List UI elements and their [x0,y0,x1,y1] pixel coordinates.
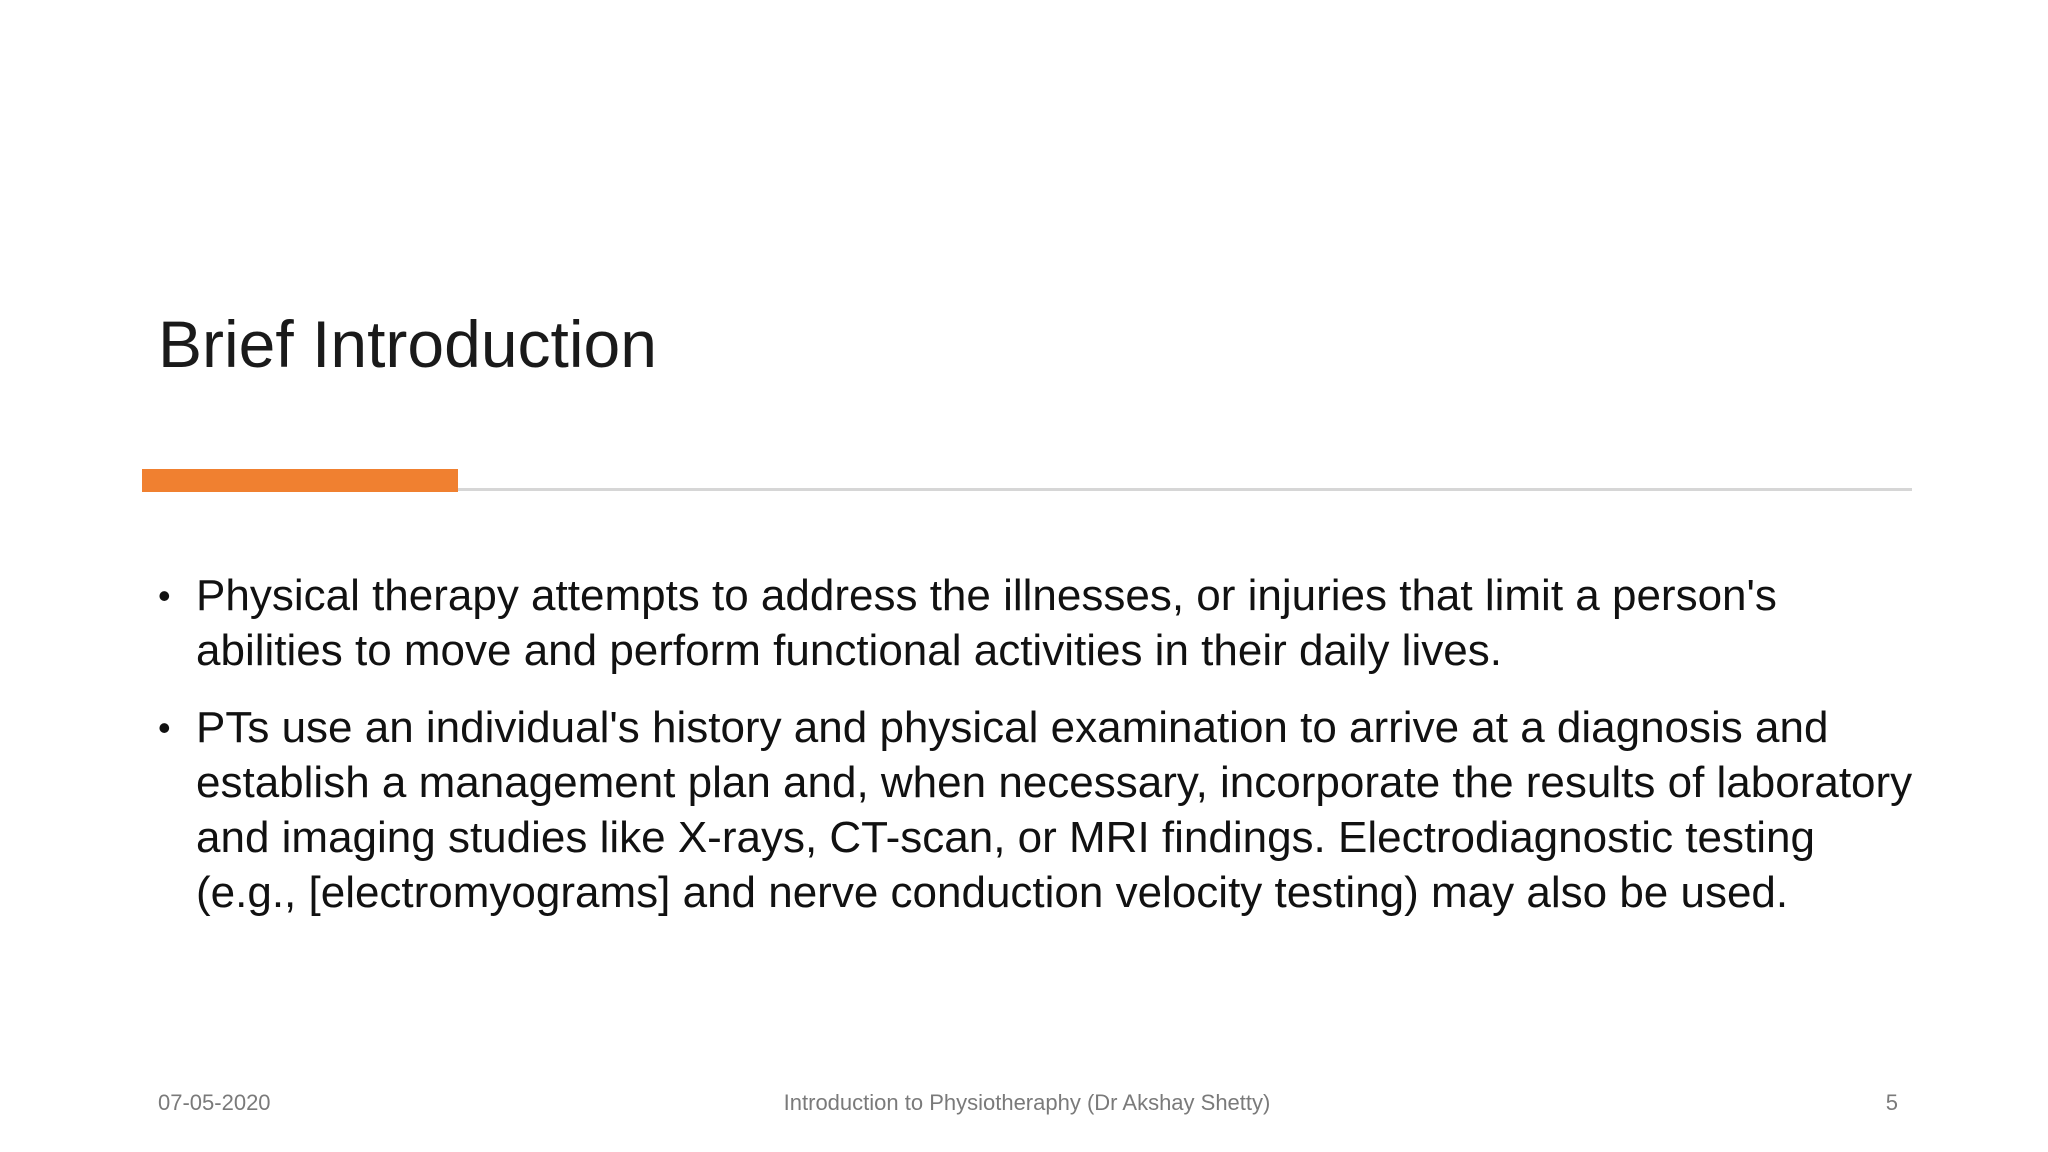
bullet-text: Physical therapy attempts to address the illnesses, or injuries that limit a person's abilities to move and perform functional activities in their daily lives. [196,571,1777,675]
bullet-text: PTs use an individual's history and physical examination to arrive at a diagnosis and establish a management plan and, when necessary, incorporate the results of laboratory and imaging studies like X-rays, CT-scan, or MRI findings. Electrodiagnostic testing (e.g., [electromyograms] and nerve conduction velocity testing) may also be used. [196,703,1913,917]
slide-title: Brief Introduction [158,307,657,381]
title-accent-bar [142,469,458,492]
bullet-dot-icon: • [158,707,171,748]
slide-number: 5 [1885,1090,1898,1115]
bullet-dot-icon: • [158,575,171,616]
footer-date: 07-05-2020 [158,1090,271,1115]
bullet-list [158,568,1918,942]
bullet-item [158,700,1918,920]
footer-title: Introduction to Physiotheraphy (Dr Akshay Shetty) [783,1090,1271,1115]
title-divider-line [458,488,1912,491]
bullet-item [158,568,1918,678]
